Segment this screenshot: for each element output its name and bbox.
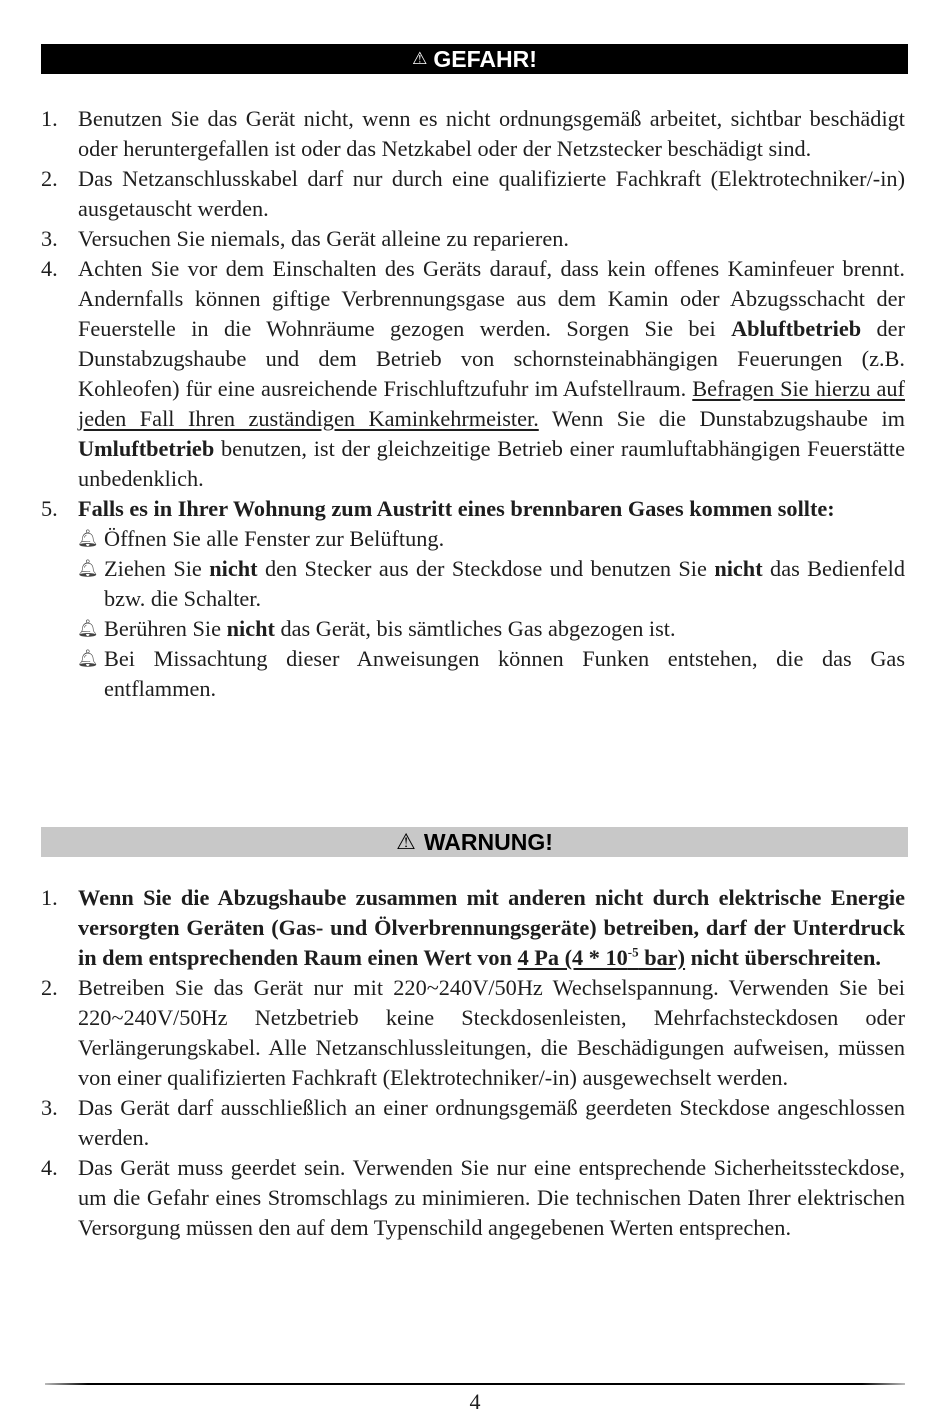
bell-icon: 🔔︎	[77, 649, 99, 668]
item-number: 3.	[41, 1095, 58, 1120]
item-text: Achten Sie vor dem Einschalten des Geräts darauf, dass kein offenes Kaminfeuer brennt. Andernfalls können giftige Verbrennungsgase aus dem Kamin oder Abzugsschacht der Feuerstelle in die Wohnräume gezogen werden. Sorgen Sie bei	[78, 256, 905, 341]
sub-list-item: 🔔︎ Öffnen Sie alle Fenster zur Belüftung.	[77, 524, 905, 554]
sub-list-item: 🔔︎ Bei Missachtung dieser Anweisungen können Funken entstehen, die das Gas entflammen.	[77, 646, 905, 701]
exponent: -5	[627, 944, 639, 960]
danger-heading: GEFAHR!	[433, 45, 537, 72]
item-number: 1.	[41, 885, 58, 910]
item-text: Benutzen Sie das Gerät nicht, wenn es nicht ordnungsgemäß arbeitet, sichtbar beschädigt oder heruntergefallen ist oder das Netzkabel oder der Netzstecker beschädigt sind.	[78, 106, 905, 161]
page-number: 4	[469, 1389, 481, 1414]
item-number: 1.	[41, 106, 58, 131]
item-number: 4.	[41, 256, 58, 281]
bell-icon: 🔔︎	[77, 529, 99, 548]
item-text: Versuchen Sie niemals, das Gerät alleine zu reparieren.	[78, 226, 569, 251]
danger-banner	[41, 44, 908, 74]
item-number: 4.	[41, 1155, 58, 1180]
item-text: Wenn Sie die Dunstabzugshaube im	[538, 406, 905, 431]
item-text: Betreiben Sie das Gerät nur mit 220~240V/50Hz Wechselspannung. Verwenden Sie bei 220~240V/50Hz Netzbetrieb keine Steckdosenleisten, Mehrfachsteckdosen oder Verlängerungskabel. Alle Netzanschlussleitungen, die Beschädigungen aufweisen, müssen von einer qualifizierten Fachkraft (Elektrotechniker/-in) ausgewechselt werden.	[78, 975, 905, 1090]
item-number: 5.	[41, 496, 58, 521]
warning-heading: WARNUNG!	[423, 828, 553, 855]
bell-icon: 🔔︎	[77, 559, 99, 578]
sub-list-item: 🔔︎ Ziehen Sie nicht den Stecker aus der Steckdose und benutzen Sie nicht das Bedienfeld bzw. die Schalter.	[77, 556, 906, 611]
danger-list	[0, 104, 905, 704]
warning-list	[0, 883, 905, 1243]
underpressure-warning: Wenn Sie die Abzugshaube zusammen mit anderen nicht durch elektrische Energie versorgten Geräten (Gas- und Ölverbrennungsgeräte) betreiben, darf der Unterdruck in dem entsprechenden Raum einen Wert von 4 Pa ($4 * 10^{-5}$ bar) nicht überschreiten.	[78, 885, 905, 970]
item-text: der Dunstabzugshaube und dem Betrieb von schornsteinabhängigen Feuerungen (z.B. Kohleofen) für eine ausreichende Frischluftzufuhr im Aufstellraum.	[78, 316, 906, 401]
item-number: 2.	[41, 975, 58, 1000]
recirculation-mode-term: Umluftbetrieb	[78, 436, 215, 461]
item-text: Das Gerät darf ausschließlich an einer ordnungsgemäß geerdeten Steckdose angeschlossen werden.	[78, 1095, 905, 1150]
list-item	[0, 1153, 905, 1243]
list-item	[0, 254, 905, 494]
warning-triangle-icon: ⚠	[412, 49, 428, 68]
footer-divider	[45, 1383, 905, 1385]
warning-banner	[41, 827, 908, 857]
list-item	[0, 494, 905, 704]
list-item	[0, 164, 905, 224]
list-item	[0, 973, 905, 1093]
item-text: benutzen, ist der gleichzeitige Betrieb einer raumluftabhängigen Feuerstätte unbedenklich.	[78, 436, 905, 491]
list-item	[0, 224, 905, 254]
chimney-sweep-note: Befragen Sie hierzu auf jeden Fall Ihren zuständigen Kaminkehrmeister.	[78, 376, 905, 431]
bell-icon: 🔔︎	[77, 619, 99, 638]
sub-list-item: 🔔︎ Berühren Sie nicht das Gerät, bis sämtliches Gas abgezogen ist.	[77, 614, 905, 644]
list-item	[0, 1093, 905, 1153]
gas-leak-sublist	[78, 524, 905, 704]
item-number: 2.	[41, 166, 58, 191]
exhaust-mode-term: Abluftbetrieb	[731, 316, 862, 341]
warning-triangle-icon: ⚠	[396, 829, 416, 854]
list-item	[0, 883, 905, 973]
gas-leak-heading: Falls es in Ihrer Wohnung zum Austritt eines brennbaren Gases kommen sollte:	[78, 496, 835, 521]
item-number: 3.	[41, 226, 58, 251]
item-text: Das Netzanschlusskabel darf nur durch eine qualifizierte Fachkraft (Elektrotechniker/-in) ausgetauscht werden.	[78, 166, 905, 221]
item-text: Das Gerät muss geerdet sein. Verwenden Sie nur eine entsprechende Sicherheitssteckdose, um die Gefahr eines Stromschlags zu minimieren. Die technischen Daten Ihrer elektrischen Versorgung müssen den auf dem Typenschild angegebenen Werten entsprechen.	[78, 1155, 905, 1240]
list-item	[0, 104, 905, 164]
pressure-limit: 4 Pa ($4 * 10^{-5}$ bar)	[517, 944, 686, 970]
